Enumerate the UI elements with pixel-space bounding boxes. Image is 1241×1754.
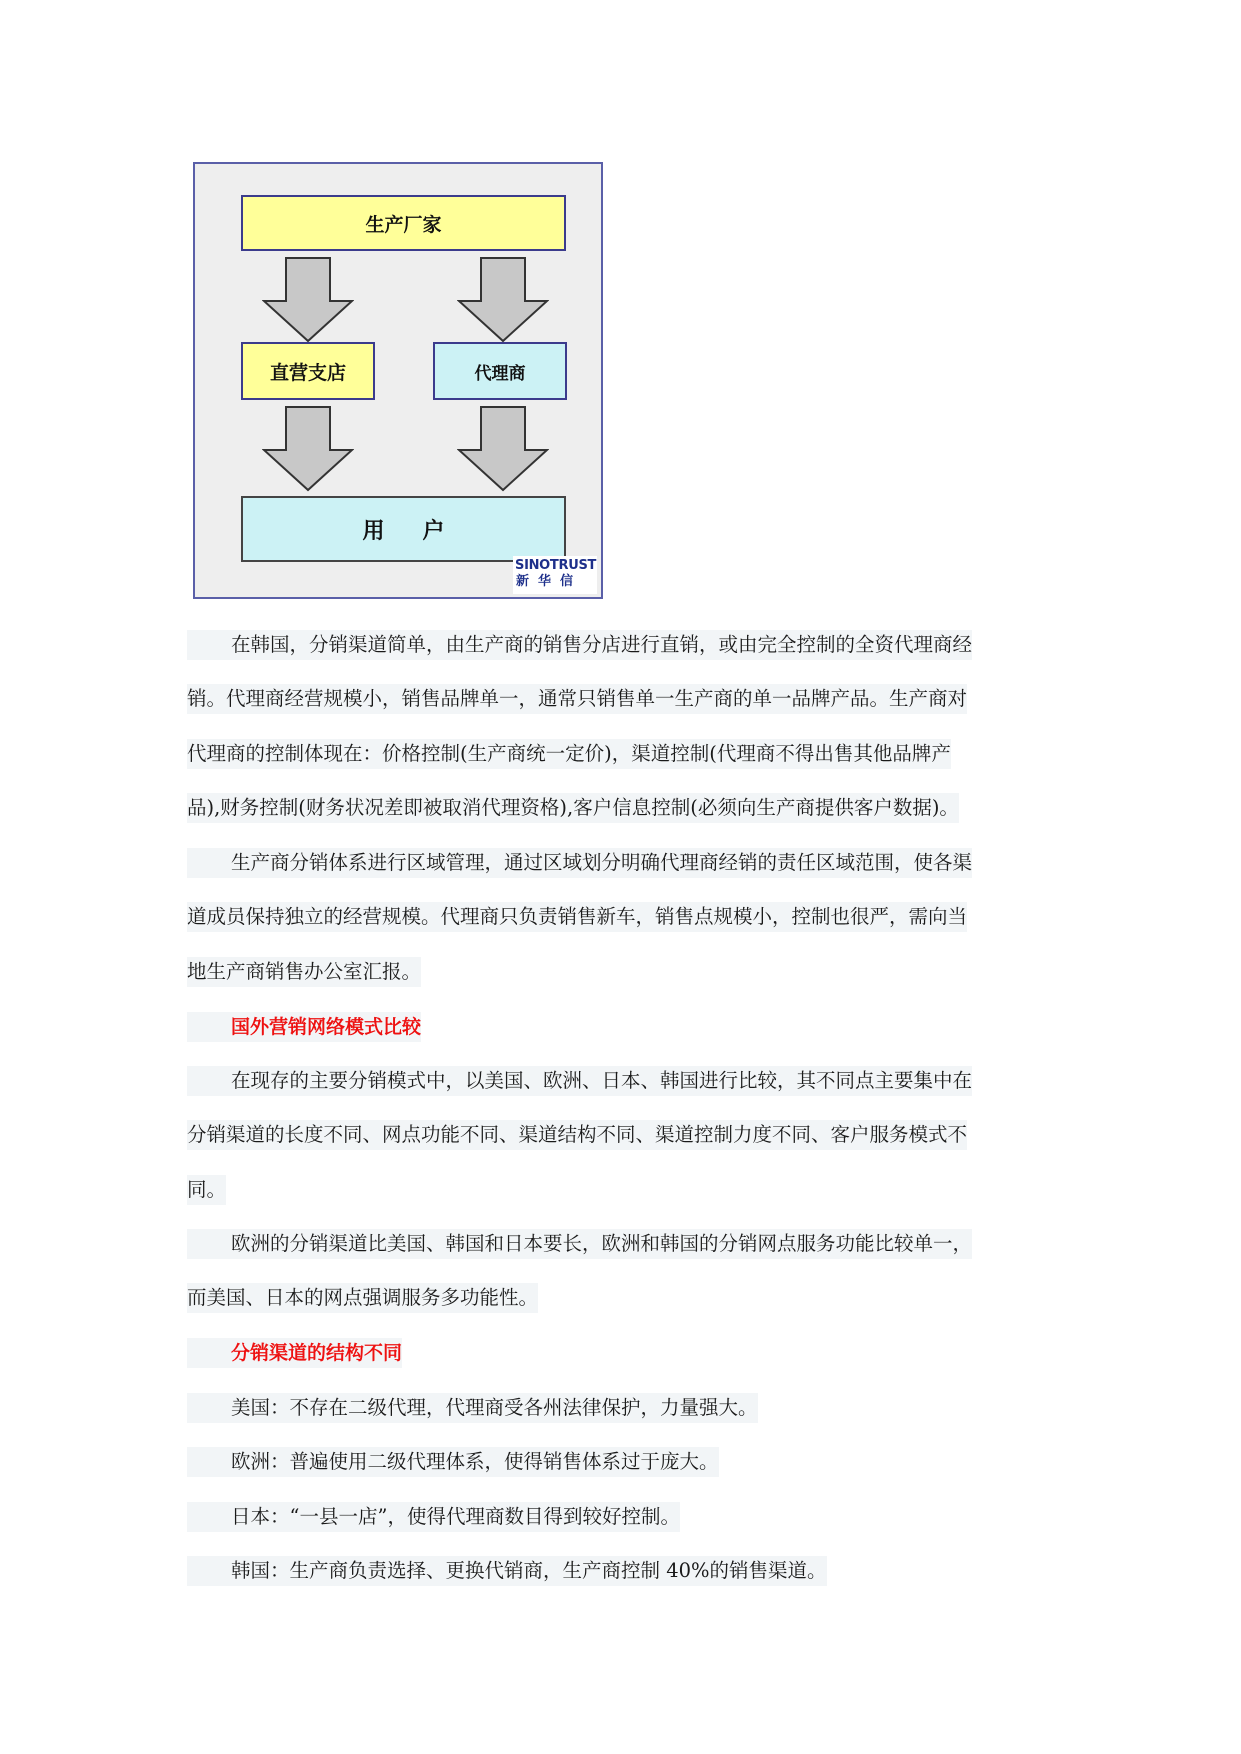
text-line: 而美国、日本的网点强调服务多功能性。 <box>187 1283 538 1313</box>
text-line: 欧洲的分销渠道比美国、韩国和日本要长，欧洲和韩国的分销网点服务功能比较单一， <box>187 1229 972 1259</box>
down-arrow-icon <box>262 406 354 492</box>
text-line: 销。代理商经营规模小，销售品牌单一，通常只销售单一生产商的单一品牌产品。生产商对 <box>187 684 967 714</box>
user-box: 用户 <box>241 496 566 562</box>
sinotrust-logo <box>513 556 597 594</box>
direct-branch-box: 直营支店 <box>241 342 375 400</box>
logo-text-en: SINOTRUST <box>515 558 597 573</box>
text-line: 生产商分销体系进行区域管理，通过区域划分明确代理商经销的责任区域范围，使各渠 <box>187 848 972 878</box>
text-line: 同。 <box>187 1175 226 1205</box>
down-arrow-icon <box>262 257 354 343</box>
heading-text: 国外营销网络模式比较 <box>187 1012 421 1042</box>
text-line: 在韩国，分销渠道简单，由生产商的销售分店进行直销，或由完全控制的全资代理商经 <box>187 630 972 660</box>
text-line: 分销渠道的长度不同、网点功能不同、渠道结构不同、渠道控制力度不同、客户服务模式不 <box>187 1120 967 1150</box>
list-item-japan: 日本：“一县一店”，使得代理商数目得到较好控制。 <box>187 1502 680 1532</box>
list-item-europe: 欧洲：普遍使用二级代理体系，使得销售体系过于庞大。 <box>187 1447 719 1477</box>
list-item-usa: 美国：不存在二级代理，代理商受各州法律保护，力量强大。 <box>187 1393 758 1423</box>
list-item-korea: 韩国：生产商负责选择、更换代销商，生产商控制 40%的销售渠道。 <box>187 1556 827 1586</box>
manufacturer-box: 生产厂家 <box>241 195 566 251</box>
agent-box: 代理商 <box>433 342 567 400</box>
heading-text: 分销渠道的结构不同 <box>187 1338 402 1368</box>
logo-text-cn: 新华信 <box>516 574 583 589</box>
down-arrow-icon <box>457 257 549 343</box>
down-arrow-icon <box>457 406 549 492</box>
text-line: 道成员保持独立的经营规模。代理商只负责销售新车，销售点规模小，控制也很严，需向当 <box>187 902 967 932</box>
text-line: 地生产商销售办公室汇报。 <box>187 957 421 987</box>
distribution-channel-diagram <box>193 162 603 599</box>
text-line: 代理商的控制体现在：价格控制(生产商统一定价)，渠道控制(代理商不得出售其他品牌产 <box>187 739 951 769</box>
text-line: 在现存的主要分销模式中，以美国、欧洲、日本、韩国进行比较，其不同点主要集中在 <box>187 1066 972 1096</box>
text-line: 品),财务控制(财务状况差即被取消代理资格),客户信息控制(必须向生产商提供客户数据)。 <box>187 793 959 823</box>
